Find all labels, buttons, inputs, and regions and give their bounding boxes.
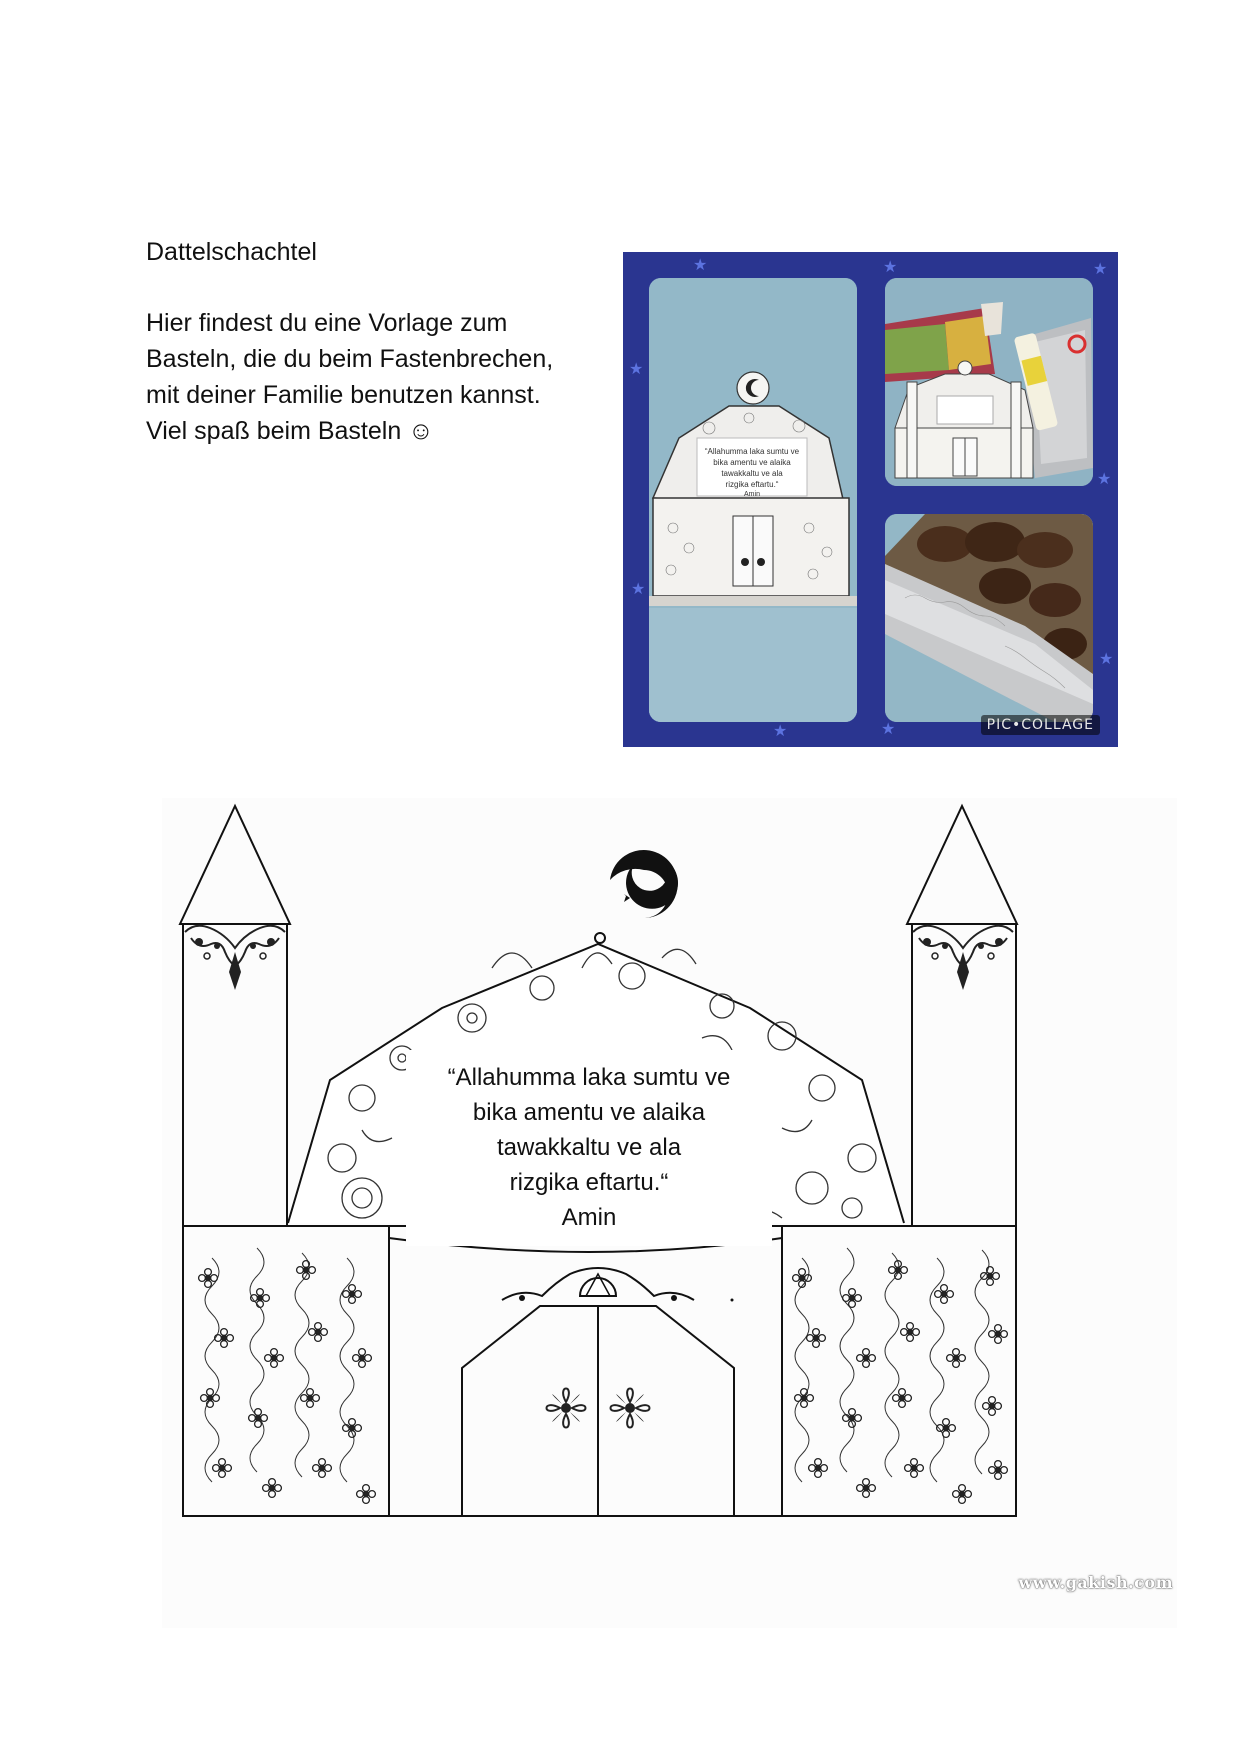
prayer-line-2: bika amentu ve alaika (472, 1099, 706, 1126)
source-watermark: www.gakish.com (1018, 1573, 1173, 1592)
craft-template (162, 798, 1177, 1628)
star-icon: ★ (1099, 651, 1114, 668)
collage-brand-label: PIC•COLLAGE (981, 715, 1100, 735)
prayer-line-1: “Allahumma laka sumtu ve (447, 1064, 731, 1091)
star-icon: ★ (1097, 471, 1112, 488)
star-icon: ★ (773, 723, 788, 740)
intro-line-2: Basteln, die du beim Fastenbrechen, (146, 345, 554, 373)
prayer-line-3: tawakkaltu ve ala (496, 1134, 682, 1161)
intro-line-1: Hier findest du eine Vorlage zum (146, 309, 508, 337)
prayer-amin: Amin (561, 1204, 617, 1231)
svg-text:“Allahumma laka sumtu ve: “Allahumma laka sumtu ve (704, 447, 800, 456)
intro-section (146, 234, 616, 449)
page-title: Dattelschachtel (146, 238, 317, 266)
folded-mosque-box-photo (649, 278, 857, 722)
intro-line-4: Viel spaß beim Basteln ☺ (146, 417, 434, 445)
star-icon: ★ (629, 361, 644, 378)
star-icon: ★ (883, 259, 898, 276)
star-icon: ★ (881, 721, 896, 738)
dates-in-box-photo (885, 514, 1093, 722)
prayer-line-4: rizgika eftartu.“ (509, 1169, 669, 1196)
svg-text:tawakkaltu ve ala: tawakkaltu ve ala (721, 469, 783, 478)
svg-text:bika amentu ve alaika: bika amentu ve alaika (713, 458, 791, 467)
svg-text:Amin: Amin (744, 491, 760, 498)
intro-line-3: mit deiner Familie benutzen kannst. (146, 381, 541, 409)
star-icon: ★ (693, 257, 708, 274)
star-icon: ★ (631, 581, 646, 598)
crescent-icon (595, 850, 678, 943)
prayer-text-box (406, 1050, 772, 1246)
star-icon: ★ (1093, 261, 1108, 278)
svg-text:rizgika eftartu.“: rizgika eftartu.“ (725, 480, 779, 489)
crafting-supplies-photo (885, 278, 1093, 486)
photo-collage (623, 252, 1118, 747)
